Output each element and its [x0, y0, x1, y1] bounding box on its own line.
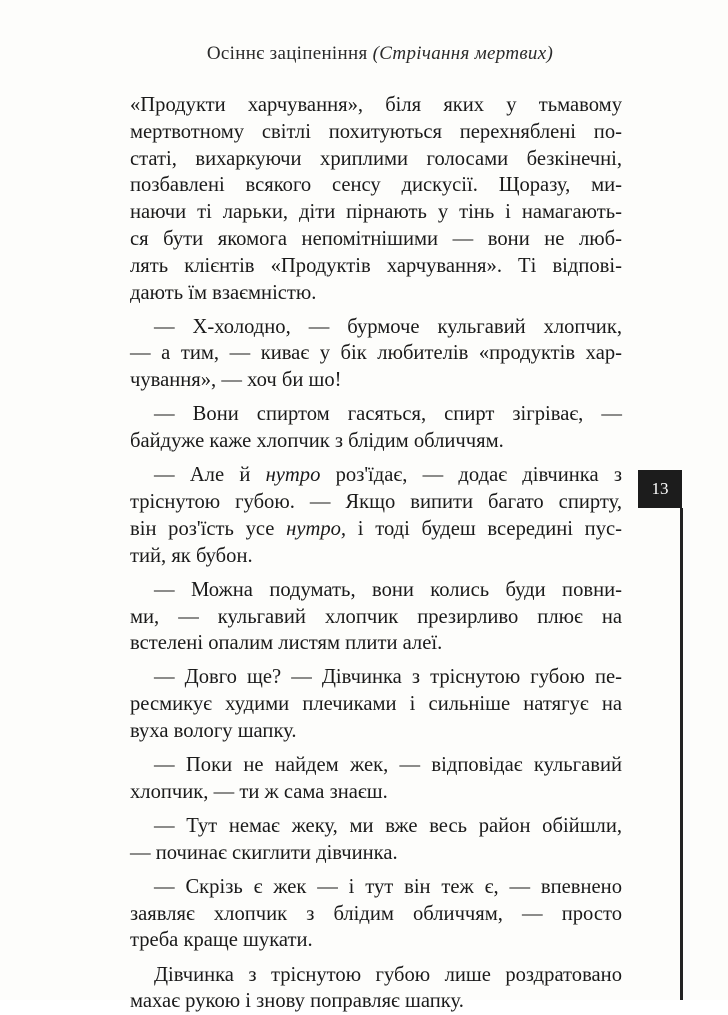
running-header — [160, 43, 600, 65]
text-segment: ми, — кульгавий хлопчик презирливо плює на — [130, 605, 622, 628]
page-number-tab — [638, 470, 682, 508]
text-line — [130, 604, 622, 631]
text-line — [130, 718, 622, 745]
text-segment: — починає скиглити дівчинка. — [130, 841, 398, 864]
text-line — [130, 874, 622, 901]
paragraph-gap — [130, 954, 622, 961]
text-line — [130, 226, 622, 253]
paragraph-gap — [130, 867, 622, 874]
text-segment: і тоді будеш всередині пус- — [346, 517, 622, 540]
paragraph-gap — [130, 394, 622, 401]
text-line — [130, 172, 622, 199]
text-line — [130, 779, 622, 806]
text-line — [130, 752, 622, 779]
text-segment: — Скрізь є жек — і тут він теж є, — впевнено — [154, 875, 622, 898]
edge-rule — [680, 508, 683, 1000]
text-line — [130, 146, 622, 173]
text-segment: — Вони спиртом гасяться, спирт зігріває, — — [154, 403, 622, 426]
text-segment: мертвотному світлі похитуються перехняблені по- — [130, 120, 622, 143]
text-segment: дають їм взаємністю. — [130, 281, 317, 304]
page-number: 13 — [651, 479, 669, 498]
text-line — [130, 340, 622, 367]
text-line — [130, 199, 622, 226]
text-segment: Дівчинка з тріснутою губою лише роздратовано — [154, 963, 622, 986]
text-segment: тріснутою губою. — Якщо випити багато спирту, — [130, 491, 622, 514]
text-segment: — Поки не найдем жек, — відповідає кульгавий — [154, 754, 622, 777]
paragraph — [130, 962, 622, 1015]
text-segment: роз'їдає, — додає дівчинка з — [320, 464, 622, 487]
paragraph — [130, 401, 622, 455]
text-segment: махає рукою і знову поправляє шапку. — [130, 990, 464, 1013]
text-segment: лять клієнтів «Продуктів харчування». Ті відпові- — [130, 254, 622, 277]
text-line — [130, 664, 622, 691]
text-segment: статі, вихаркуючи хриплими голосами безкінечні, — [130, 147, 622, 170]
paragraph-gap — [130, 806, 622, 813]
paragraph — [130, 577, 622, 657]
paragraph — [130, 813, 622, 867]
text-line — [130, 516, 622, 543]
paragraph — [130, 752, 622, 806]
italic-word: нутро — [265, 464, 321, 487]
text-line — [130, 119, 622, 146]
text-segment: — Довго ще? — Дівчинка з тріснутою губою пе- — [154, 666, 622, 689]
text-line — [130, 314, 622, 341]
text-segment: — а тим, — киває у бік любителів «продуктів хар- — [130, 342, 622, 365]
text-segment: ся бути якомога непомітнішими — вони не люб- — [130, 227, 622, 250]
text-line — [130, 462, 622, 489]
text-segment: — Можна подумать, вони колись буди повни- — [154, 578, 622, 601]
text-segment: встелені опалим листям плити алеї. — [130, 632, 443, 655]
text-segment: — Х-холодно, — бурмоче кульгавий хлопчик, — [154, 315, 622, 338]
text-line — [130, 840, 622, 867]
text-segment: треба краще шукати. — [130, 929, 313, 952]
paragraph-gap — [130, 455, 622, 462]
text-segment: він роз'їсть усе — [130, 517, 287, 540]
paragraph-gap — [130, 657, 622, 664]
text-segment: чування», — хоч би шо! — [130, 369, 342, 392]
body-text — [130, 92, 622, 1015]
text-segment: хлопчик, — ти ж сама знаєш. — [130, 780, 388, 803]
text-line — [130, 489, 622, 516]
paragraph — [130, 462, 622, 569]
text-line — [130, 280, 622, 307]
paragraph — [130, 314, 622, 394]
text-segment: — Але й — [154, 464, 266, 487]
text-line — [130, 253, 622, 280]
text-line — [130, 901, 622, 928]
text-line — [130, 428, 622, 455]
text-line — [130, 927, 622, 954]
text-segment: наючи ті ларьки, діти пірнають у тінь і намагають- — [130, 201, 622, 224]
text-line — [130, 401, 622, 428]
text-segment: позбавлені всякого сенсу дискусії. Щоразу, ми- — [130, 174, 622, 197]
italic-word: нутро, — [286, 517, 347, 540]
paragraph — [130, 664, 622, 744]
text-segment: — Тут немає жеку, ми вже весь район обійшли, — [154, 815, 622, 837]
text-line — [130, 630, 622, 657]
text-segment: заявляє хлопчик з блідим обличчям, — просто — [130, 902, 622, 925]
text-segment: ресмикує худими плечиками і сильніше натягує на — [130, 693, 622, 716]
paragraph-gap — [130, 306, 622, 313]
text-line — [130, 92, 622, 119]
text-line — [130, 813, 622, 840]
paragraph-gap — [130, 569, 622, 576]
text-segment: тий, як бубон. — [130, 544, 253, 567]
text-segment: байдуже каже хлопчик з блідим обличчям. — [130, 430, 504, 453]
text-line — [130, 543, 622, 570]
running-header-title: Осіннє заціпеніння — [206, 43, 368, 64]
text-segment: вуха вологу шапку. — [130, 720, 297, 743]
text-segment: «Продукти харчування», біля яких у тьмавому — [130, 94, 622, 116]
text-line — [130, 691, 622, 718]
text-line — [130, 577, 622, 604]
text-line — [130, 988, 622, 1015]
paragraph-gap — [130, 745, 622, 752]
running-header-subtitle: (Стрічання мертвих) — [372, 43, 554, 64]
text-line — [130, 962, 622, 989]
paragraph — [130, 92, 622, 306]
paragraph — [130, 874, 622, 954]
text-line — [130, 367, 622, 394]
